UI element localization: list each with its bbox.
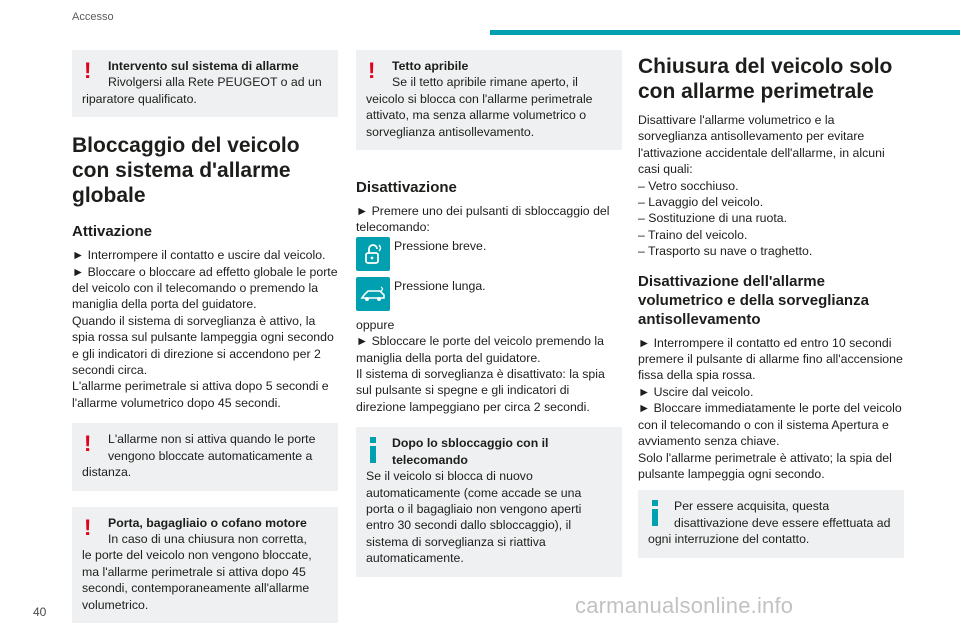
column-3 <box>638 50 904 574</box>
warning-icon: ! <box>84 514 92 540</box>
info-title: Dopo lo sbloccaggio con il <box>392 436 549 451</box>
info-icon <box>649 500 663 526</box>
list-item: – Vetro socchiuso. <box>638 178 739 193</box>
warning-title: Tetto apribile <box>392 59 469 73</box>
page-number: 40 <box>33 605 47 619</box>
info-icon <box>367 437 381 463</box>
step-text: ► Uscire dal veicolo. <box>638 384 754 399</box>
warning-icon: ! <box>84 431 92 457</box>
warning-text-first: In caso di una chiusura non corretta, <box>108 531 307 546</box>
warning-box-remote-lock <box>72 423 338 490</box>
step-text: ► Bloccare immediatamente le porte del veicolo con il telecomando o con il sistema Apertura e avviamento senza chiave. <box>638 401 902 449</box>
body-text: oppure <box>356 317 395 332</box>
warning-icon: ! <box>368 58 376 83</box>
info-text: ogni interruzione del contatto. <box>648 532 810 547</box>
warning-icon: ! <box>84 58 92 83</box>
info-box-deactivation <box>638 490 904 557</box>
step-text: ► Interrompere il contatto e uscire dal veicolo. <box>72 248 326 263</box>
unlock-padlock-icon <box>356 237 390 271</box>
info-text-first: Per essere acquisita, questa <box>674 499 830 514</box>
long-press-text: Pressione lunga. <box>394 278 486 293</box>
info-text: Se il veicolo si blocca di nuovo automaticamente (come accade se una porta o il bagagliaio non vengono aperti entro 30 secondi dallo sbloccaggio), il sistema di sorveglianza si riattiva automaticamente. <box>366 469 582 566</box>
warning-text: le porte del veicolo non vengono bloccate, ma l'allarme perimetrale si attiva dopo 45 secondi, contemporaneamente all'allarme volumetrico. <box>82 548 312 612</box>
subheading-deactivation: Disattivazione <box>356 179 457 197</box>
step-text: ► Bloccare o bloccare ad effetto globale le porte del veicolo con il telecomando o premendo la maniglia della porta del guidatore. <box>72 264 338 312</box>
section-label: Accesso <box>72 11 114 23</box>
list-item: – Sostituzione di una ruota. <box>638 211 788 226</box>
list-item: – Lavaggio del veicolo. <box>638 195 764 210</box>
warning-text-second: vengono bloccate automaticamente a <box>108 448 313 463</box>
section-heading-global-alarm: Bloccaggio del veicolo con sistema d'allarme globale <box>72 134 300 208</box>
header-accent-bar <box>490 30 960 35</box>
info-text-second: disattivazione deve essere effettuata ad <box>674 515 891 530</box>
info-box-after-unlock <box>356 427 622 576</box>
step-text: ► Interrompere il contatto ed entro 10 secondi premere il pulsante di allarme fino all'accensione fissa della spia rossa. <box>638 335 903 383</box>
list-item: – Trasporto su nave o traghetto. <box>638 244 813 259</box>
body-text: L'allarme perimetrale si attiva dopo 5 secondi e l'allarme volumetrico dopo 45 secondi. <box>72 379 329 410</box>
body-text: Solo l'allarme perimetrale è attivato; la spia del pulsante lampeggia ogni secondo. <box>638 450 892 481</box>
section-heading-perimeter-alarm: Chiusura del veicolo solo con allarme perimetrale <box>638 55 893 103</box>
warning-text-first: Rivolgersi alla Rete PEUGEOT o ad un <box>108 75 322 90</box>
warning-text-first: L'allarme non si attiva quando le porte <box>108 432 316 447</box>
warning-text: riparatore qualificato. <box>82 91 197 106</box>
column-1 <box>72 50 338 639</box>
warning-text: veicolo si blocca con l'allarme perimetrale attivato, ma senza allarme volumetrico o sorveglianza antisollevamento. <box>366 91 593 139</box>
column-2 <box>356 50 622 593</box>
body-text: Quando il sistema di sorveglianza è attivo, la spia rossa sul pulsante lampeggia ogni secondo e gli indicatori di direzione si accendono per 2 secondi circa. <box>72 313 334 378</box>
body-text: Disattivare l'allarme volumetrico e la sorveglianza antisollevamento per evitare l'attivazione accidentale dell'allarme, in alcuni casi quali: <box>638 113 885 177</box>
warning-box-door-boot-bonnet <box>72 507 338 623</box>
step-text: ► Sbloccare le porte del veicolo premendo la maniglia della porta del guidatore. <box>356 334 604 365</box>
car-unlock-icon <box>356 277 390 311</box>
subheading-activation: Attivazione <box>72 223 153 241</box>
warning-box-alarm-service <box>72 50 338 117</box>
warning-title: Porta, bagagliaio o cofano motore <box>108 515 307 530</box>
watermark: carmanualsonline.info <box>575 593 794 618</box>
warning-box-sunroof <box>356 50 622 150</box>
icon-row-short-press <box>356 237 622 271</box>
info-title: telecomando <box>392 452 468 467</box>
warning-title: Intervento sul sistema di allarme <box>108 59 299 73</box>
list-item: – Traino del veicolo. <box>638 227 748 242</box>
subheading-deactivate-volumetric: Disattivazione dell'allarme volumetrico e della sorveglianza antisollevamento <box>638 272 869 328</box>
icon-row-long-press <box>356 277 622 311</box>
short-press-text: Pressione breve. <box>394 238 487 253</box>
body-text: Il sistema di sorveglianza è disattivato: la spia sul pulsante si spegne e gli indicatori di direzione lampeggiano per circa 2 secondi. <box>356 367 605 414</box>
warning-text: distanza. <box>82 465 132 480</box>
step-text: ► Premere uno dei pulsanti di sbloccaggio del telecomando: <box>356 204 610 235</box>
warning-text-first: Se il tetto apribile rimane aperto, il <box>392 75 578 90</box>
